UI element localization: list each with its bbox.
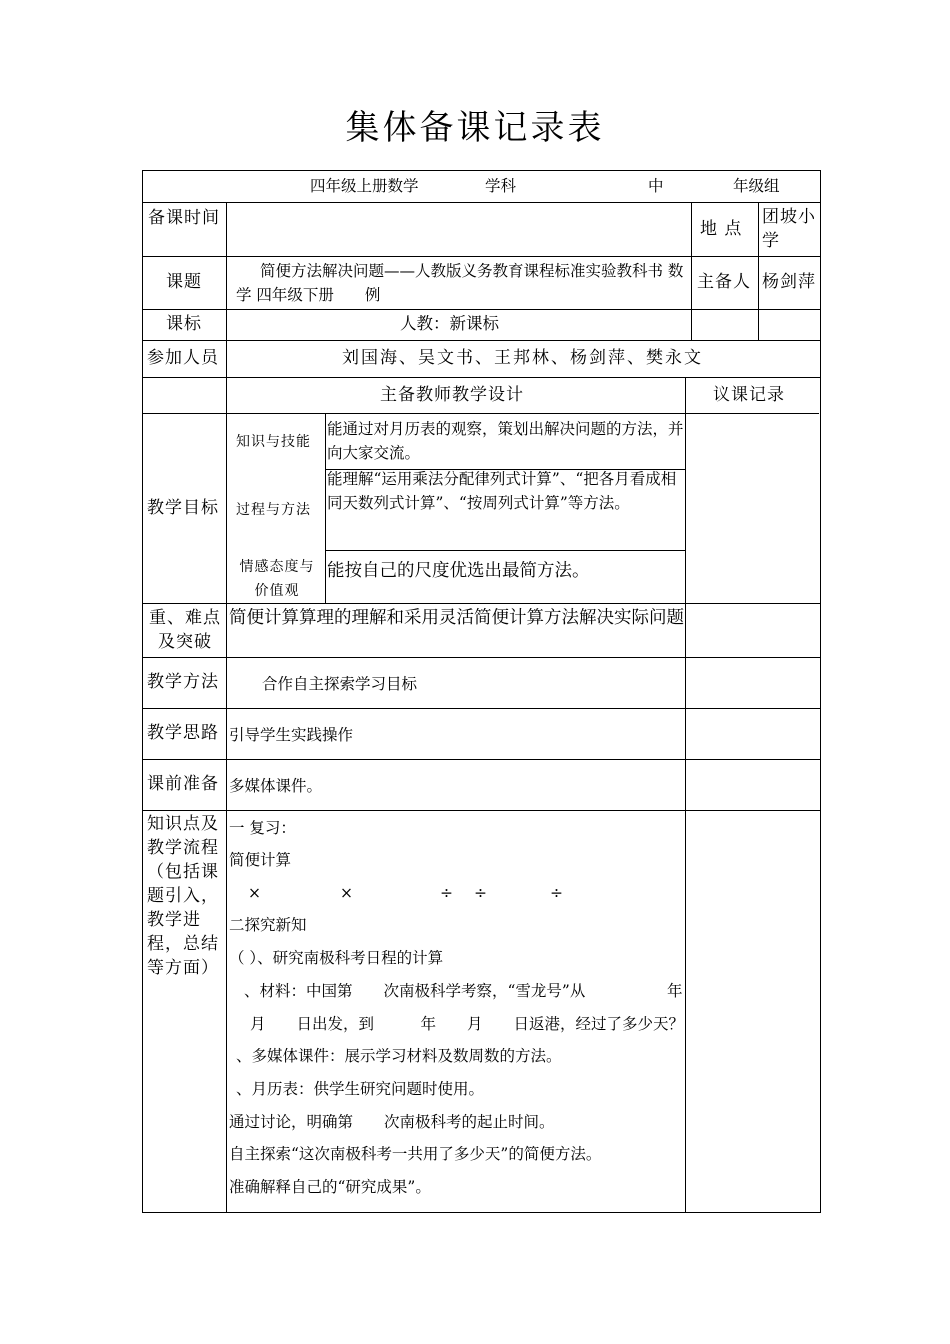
method-label: 教学方法 bbox=[147, 672, 219, 692]
design-header: 主备教师教学设计 bbox=[380, 385, 524, 405]
approach-label: 教学思路 bbox=[147, 723, 219, 743]
header-level: 中 bbox=[648, 177, 664, 195]
goals-label: 教学目标 bbox=[147, 498, 219, 518]
members-label: 参加人员 bbox=[147, 348, 219, 368]
process-symbol: ÷ bbox=[440, 884, 453, 902]
method-value: 合作自主探索学习目标 bbox=[262, 675, 418, 693]
difficulty-value: 简便计算算理的理解和采用灵活简便计算方法解决实际问题 bbox=[229, 608, 684, 628]
document-title: 集体备课记录表 bbox=[345, 108, 605, 148]
header-subject: 四年级上册数学 bbox=[310, 177, 419, 195]
approach-value: 引导学生实践操作 bbox=[229, 726, 354, 744]
goal-process-value: 能理解“运用乘法分配律列式计算”、“把各月看成相同天数列式计算”、“按周列式计算”等方法。 bbox=[327, 470, 677, 512]
prep-label: 课前准备 bbox=[147, 774, 219, 794]
goal-knowledge-label: 知识与技能 bbox=[236, 434, 311, 450]
process-line: 、材料：中国第 次南极科学考察，“雪龙号”从 bbox=[244, 982, 586, 1000]
process-line: 自主探索“这次南极科考一共用了多少天”的简便方法。 bbox=[229, 1145, 602, 1163]
process-line: 、月历表：供学生研究问题时使用。 bbox=[236, 1080, 485, 1098]
members-value: 刘国海、吴文书、王邦林、杨剑萍、樊永文 bbox=[342, 348, 703, 368]
process-symbol: × bbox=[248, 884, 261, 902]
process-line: （ ）、研究南极科考日程的计算 bbox=[229, 949, 444, 967]
topic-value: 简便方法解决问题——人教版义务教育课程标准实验教科书 数学 四年级下册 例 bbox=[236, 262, 684, 304]
process-symbol: ÷ bbox=[474, 884, 487, 902]
header-group: 年级组 bbox=[733, 177, 780, 195]
process-line: 通过讨论，明确第 次南极科考的起止时间。 bbox=[229, 1113, 555, 1131]
goal-process-label: 过程与方法 bbox=[236, 502, 311, 518]
goal-knowledge-value: 能通过对月历表的观察，策划出解决问题的方法，并向大家交流。 bbox=[327, 420, 684, 462]
lead-value: 杨剑萍 bbox=[762, 272, 816, 292]
record-header: 议课记录 bbox=[713, 385, 785, 405]
process-line: 月 日出发，到 年 月 日返港，经过了多少天？ bbox=[250, 1015, 685, 1033]
prep-value: 多媒体课件。 bbox=[229, 777, 323, 795]
process-line: 准确解释自己的“研究成果”。 bbox=[229, 1178, 431, 1196]
process-label: 知识点及教学流程（包括课题引入，教学进程，总结等方面） bbox=[147, 814, 219, 978]
process-symbol: × bbox=[340, 884, 353, 902]
standard-value: 人教：新课标 bbox=[400, 314, 499, 333]
process-symbol: ÷ bbox=[550, 884, 563, 902]
process-line: 年 bbox=[667, 982, 683, 1000]
process-line: 二探究新知 bbox=[229, 916, 307, 934]
goal-emotion-value: 能按自己的尺度优选出最简方法。 bbox=[327, 561, 590, 581]
process-line: 、多媒体课件：展示学习材料及数周数的方法。 bbox=[236, 1047, 562, 1065]
header-subject-suffix: 学科 bbox=[485, 177, 517, 195]
goal-emotion-label: 情感态度与价值观 bbox=[239, 559, 315, 599]
place-value: 团坡小学 bbox=[762, 207, 816, 251]
process-line: 一 复习： bbox=[229, 819, 296, 837]
lead-label: 主备人 bbox=[697, 272, 751, 292]
time-label: 备课时间 bbox=[148, 208, 220, 228]
process-line: 简便计算 bbox=[229, 851, 292, 869]
topic-label: 课题 bbox=[166, 272, 202, 292]
place-label: 地 点 bbox=[700, 219, 743, 239]
difficulty-label: 重、难点及突破 bbox=[149, 608, 221, 652]
standard-label: 课标 bbox=[166, 314, 202, 334]
